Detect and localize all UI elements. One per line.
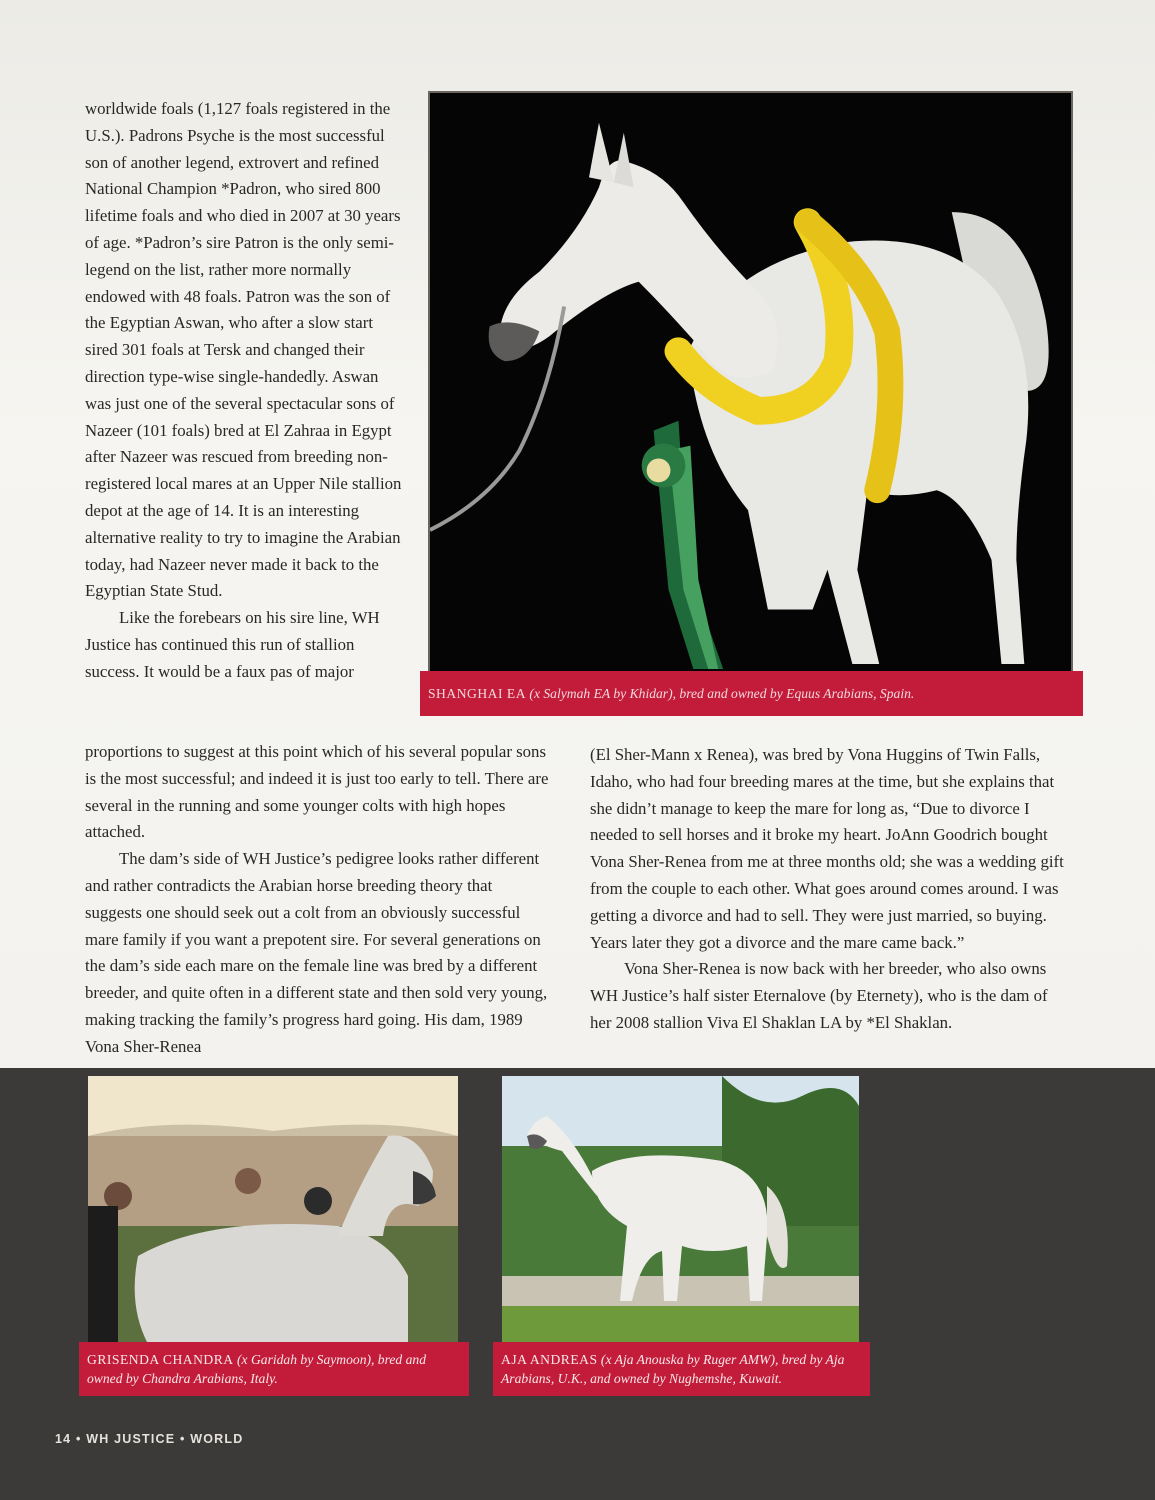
caption-details: (x Garidah by Saymoon), bred and owned by Chandra Arabians, Italy. <box>87 1352 427 1386</box>
page-folio: 14 • WH JUSTICE • WORLD <box>55 1432 244 1446</box>
paragraph: The dam’s side of WH Justice’s pedigree looks rather different and rather contradicts the Arabian horse breeding theory that suggests one should seek out a colt from an obviously successful mare family if you want a prepotent sire. For several generations on the dam’s side each mare on the female line was bred by a different breeder, and quite often in a different state and then sold very young, making tracking the family’s progress hard going. His dam, 1989 Vona Sher-Renea <box>85 849 548 1056</box>
grisenda-chandra-caption <box>79 1342 469 1396</box>
paragraph: Like the forebears on his sire line, WH Justice has continued this run of stallion success. It would be a faux pas of major <box>85 608 380 681</box>
paragraph: worldwide foals (1,127 foals registered in the U.S.). Padrons Psyche is the most successful son of another legend, extrovert and refined National Champion *Padron, who sired 800 lifetime foals and who died in 2007 at 30 years of age. *Padron’s sire Patron is the only semi-legend on the list, rather more normally endowed with 48 foals. Patron was the son of the Egyptian Aswan, who after a slow start sired 301 foals at Tersk and changed their direction type-wise single-handedly. Aswan was just one of the several spectacular sons of Nazeer (101 foals) bred at El Zahraa in Egypt after Nazeer was rescued from breeding non-registered local mares at an Upper Nile stallion depot at the age of 14. It is an interesting alternative reality to try to imagine the Arabian today, had Nazeer never made it back to the Egyptian State Stud. <box>85 99 402 601</box>
caption-text <box>501 1350 865 1388</box>
article-column-top <box>85 96 405 686</box>
horse-name: AJA ANDREAS <box>501 1352 598 1367</box>
horse-name: GRISENDA CHANDRA <box>87 1352 234 1367</box>
caption-details: (x Aja Anouska by Ruger AMW), bred by Aja Arabians, U.K., and owned by Nughemshe, Kuwait. <box>501 1352 845 1386</box>
article-column-right <box>590 742 1070 1037</box>
paragraph: proportions to suggest at this point which of his several popular sons is the most successful; and indeed it is just too early to tell. There are several in the running and some younger colts with high hopes attached. <box>85 742 549 842</box>
dappled-grey-horse-image <box>88 1076 458 1344</box>
caption-text <box>428 684 1078 703</box>
main-photo-caption <box>420 671 1083 716</box>
paragraph: (El Sher-Mann x Renea), was bred by Vona Huggins of Twin Falls, Idaho, who had four breeding mares at the time, but she explains that she didn’t manage to keep the mare for long as, “Due to divorce I needed to sell horses and it broke my heart. JoAnn Goodrich bought Vona Sher-Renea from me at three months old; she was a wedding gift from the couple to each other. What goes around comes around. I was getting a divorce and had to sell. They were just married, so buying. Years later they got a divorce and the mare came back.” <box>590 745 1064 952</box>
paragraph: Vona Sher-Renea is now back with her breeder, who also owns WH Justice’s half sister Eternalove (by Eternety), who is the dam of her 2008 stallion Viva El Shaklan LA by *El Shaklan. <box>590 959 1048 1032</box>
article-column-left <box>85 739 550 1061</box>
white-horse-garland-image <box>430 93 1071 673</box>
grisenda-chandra-photo <box>88 1076 458 1344</box>
white-horse-standing-image <box>502 1076 859 1344</box>
caption-details: (x Salymah EA by Khidar), bred and owned by Equus Arabians, Spain. <box>526 686 915 701</box>
aja-andreas-photo <box>502 1076 859 1344</box>
caption-text <box>87 1350 463 1388</box>
main-horse-photo <box>428 91 1073 675</box>
aja-andreas-caption <box>493 1342 870 1396</box>
horse-name: SHANGHAI EA <box>428 686 527 701</box>
